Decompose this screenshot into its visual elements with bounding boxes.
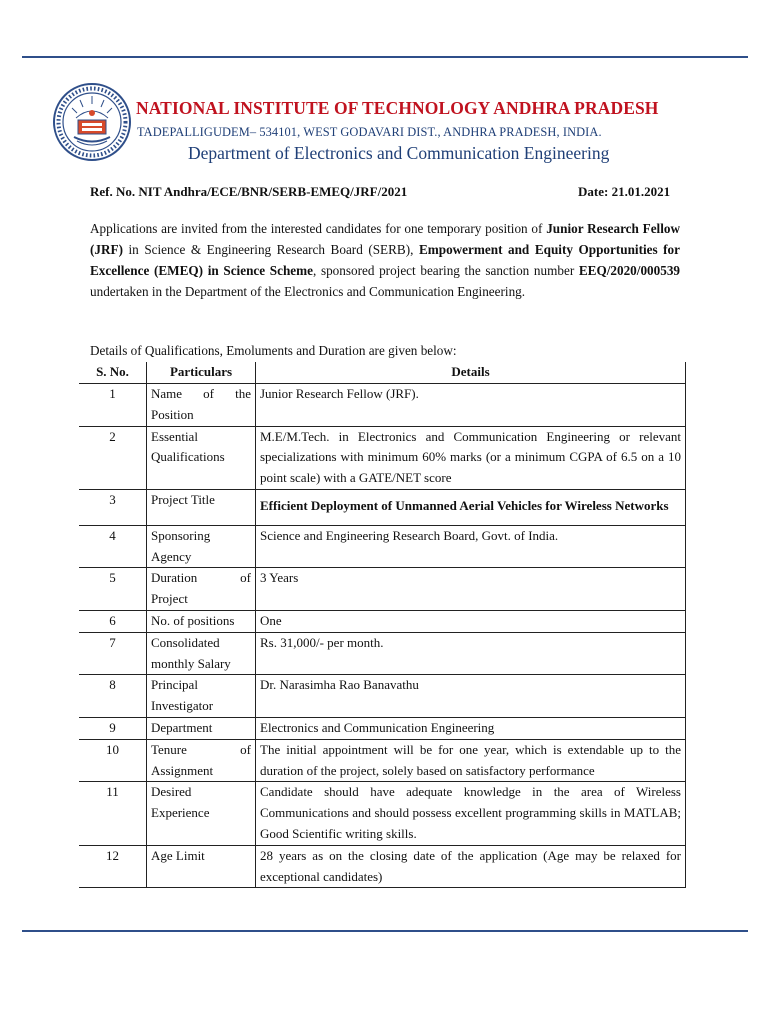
row-detail: Rs. 31,000/- per month. — [256, 632, 686, 675]
table-row — [79, 426, 686, 489]
top-rule — [22, 56, 748, 58]
row-particular: Principal Investigator — [147, 675, 256, 718]
table-row — [79, 739, 686, 782]
table-row — [79, 717, 686, 739]
row-particular: Project Title — [147, 489, 256, 525]
row-detail: Junior Research Fellow (JRF). — [256, 384, 686, 427]
row-detail: The initial appointment will be for one year, which is extendable up to the duration of the project, solely based on satisfactory performance — [256, 739, 686, 782]
header-details: Details — [256, 362, 686, 384]
row-detail: One — [256, 610, 686, 632]
row-sno: 10 — [79, 739, 147, 782]
institute-name: NATIONAL INSTITUTE OF TECHNOLOGY ANDHRA PRADESH — [136, 98, 659, 118]
header-sno: S. No. — [79, 362, 147, 384]
row-particular: Name of the Position — [147, 384, 256, 427]
table-header-row — [79, 362, 686, 384]
row-particular: Duration of Project — [147, 568, 256, 611]
intro-paragraph — [90, 218, 680, 302]
table-row — [79, 489, 686, 525]
bottom-rule — [22, 930, 748, 932]
row-detail: 3 Years — [256, 568, 686, 611]
row-sno: 2 — [79, 426, 147, 489]
row-particular: Consolidated monthly Salary — [147, 632, 256, 675]
intro-text-1: Applications are invited from the interested candidates for one temporary position of — [90, 221, 547, 236]
row-sno: 5 — [79, 568, 147, 611]
table-row — [79, 675, 686, 718]
table-row — [79, 525, 686, 568]
reference-number: Ref. No. NIT Andhra/ECE/BNR/SERB-EMEQ/JRF/2021 — [90, 184, 408, 199]
header-particulars: Particulars — [147, 362, 256, 384]
reference-date: Date: 21.01.2021 — [578, 184, 671, 199]
row-detail: M.E/M.Tech. in Electronics and Communication Engineering or relevant specializations with minimum 60% marks (or a minimum CGPA of 6.5 on a 10 point scale) with a GATE/NET score — [256, 426, 686, 489]
row-particular: Tenure of Assignment — [147, 739, 256, 782]
institute-emblem-icon — [52, 82, 132, 162]
table-row — [79, 384, 686, 427]
row-sno: 7 — [79, 632, 147, 675]
row-sno: 4 — [79, 525, 147, 568]
row-detail: Candidate should have adequate knowledge in the area of Wireless Communications and should possess excellent programming skills in MATLAB; Good Scientific writing skills. — [256, 782, 686, 845]
table-row — [79, 845, 686, 888]
row-detail: Science and Engineering Research Board, Govt. of India. — [256, 525, 686, 568]
row-detail: Dr. Narasimha Rao Banavathu — [256, 675, 686, 718]
row-particular: Essential Qualifications — [147, 426, 256, 489]
row-particular: Desired Experience — [147, 782, 256, 845]
row-detail: 28 years as on the closing date of the application (Age may be relaxed for exceptional candidates) — [256, 845, 686, 888]
row-sno: 1 — [79, 384, 147, 427]
intro-sanction-number: EEQ/2020/000539 — [578, 263, 681, 278]
intro-position: Junior Research Fellow (JRF) — [90, 221, 681, 257]
row-sno: 9 — [79, 717, 147, 739]
row-particular: Age Limit — [147, 845, 256, 888]
intro-scheme: Empowerment and Equity Opportunities for Excellence (EMEQ) in Science Scheme — [90, 242, 681, 278]
row-sno: 12 — [79, 845, 147, 888]
table-caption: Details of Qualifications, Emoluments and Duration are given below: — [90, 343, 457, 358]
row-detail-project-title: Efficient Deployment of Unmanned Aerial Vehicles for Wireless Networks — [256, 489, 686, 525]
row-particular: No. of positions — [147, 610, 256, 632]
table-row — [79, 610, 686, 632]
table-row — [79, 782, 686, 845]
row-particular: Department — [147, 717, 256, 739]
department-name: Department of Electronics and Communication Engineering — [188, 143, 610, 163]
intro-text-2: in Science & Engineering Research Board (SERB), — [122, 242, 419, 257]
row-detail: Electronics and Communication Engineering — [256, 717, 686, 739]
table-row — [79, 632, 686, 675]
details-table — [79, 362, 686, 888]
row-sno: 6 — [79, 610, 147, 632]
intro-text-4: undertaken in the Department of the Electronics and Communication Engineering. — [90, 284, 526, 299]
row-particular: Sponsoring Agency — [147, 525, 256, 568]
row-sno: 11 — [79, 782, 147, 845]
row-sno: 3 — [79, 489, 147, 525]
table-row — [79, 568, 686, 611]
intro-text-3: , sponsored project bearing the sanction number — [313, 263, 579, 278]
row-sno: 8 — [79, 675, 147, 718]
institute-address: TADEPALLIGUDEM– 534101, WEST GODAVARI DIST., ANDHRA PRADESH, INDIA. — [137, 125, 602, 139]
